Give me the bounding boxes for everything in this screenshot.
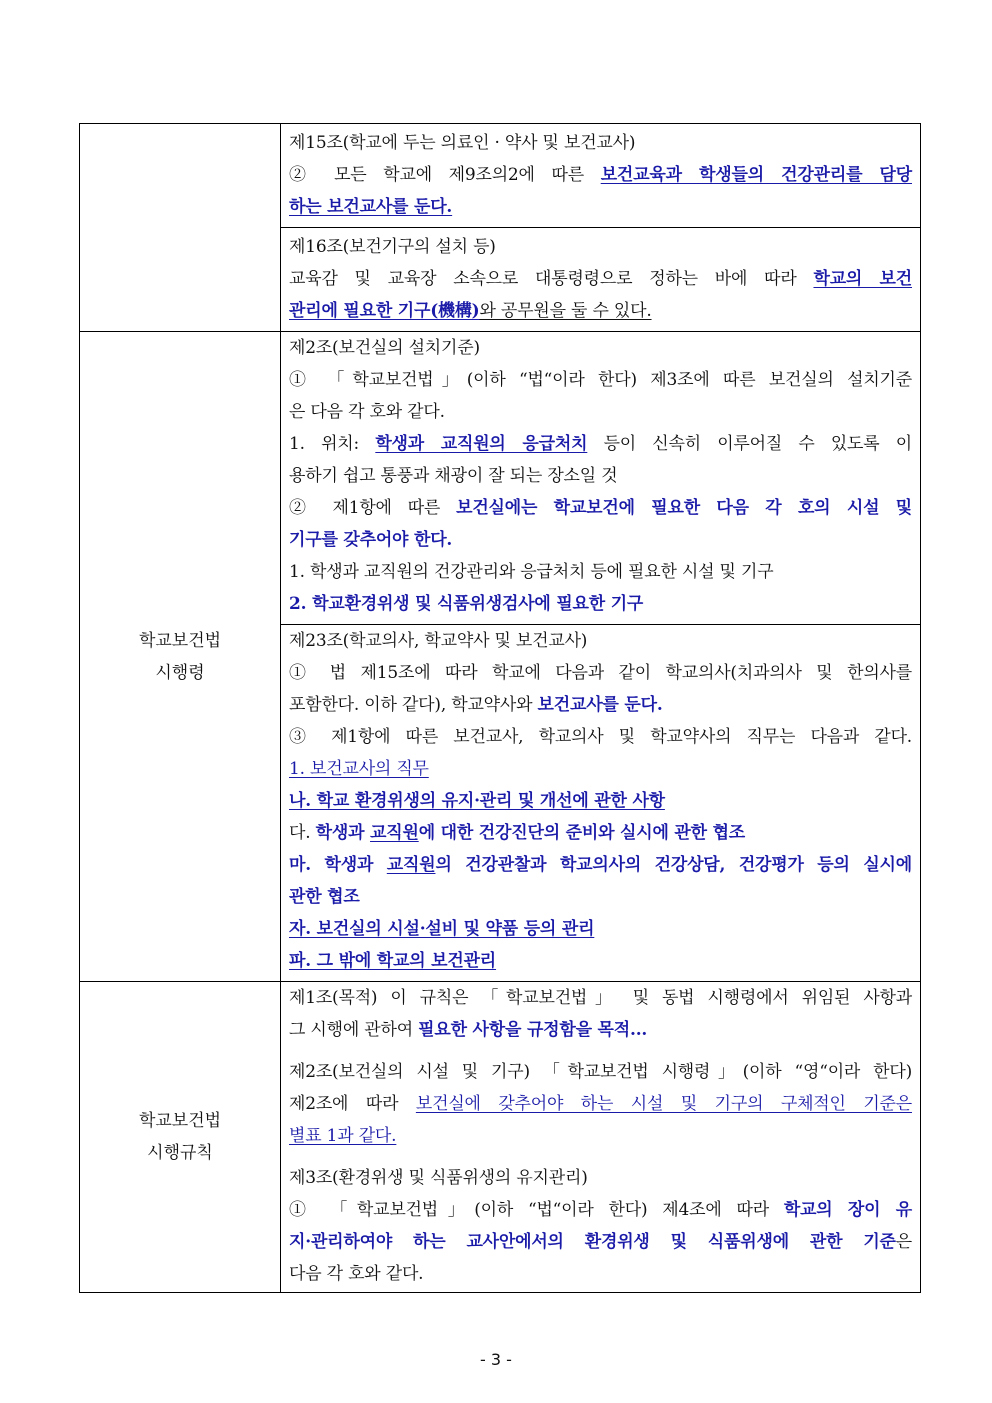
emphasis-text: 나. 학교 환경위생의 유지·관리 및 개선에 관한 사항 [289, 791, 665, 811]
text-span: 등이 신속히 이루어질 수 있도록 이 [587, 434, 912, 454]
emphasis-text: 하는 보건교사를 둔다. [289, 197, 453, 217]
text-span: 포함한다. 이하 같다), 학교약사와 [289, 695, 538, 715]
emphasis-text: 학생과 교직원의 응급처치 [375, 434, 588, 454]
decree-article-2 [281, 332, 920, 624]
emphasis-text: 파. 그 밖에 학교의 보건관리 [289, 951, 497, 971]
emphasis-text: 관리에 필요한 기구(機構) [289, 301, 480, 321]
emphasis-text: 교직원 [386, 855, 436, 875]
article-title: 제15조(학교에 두는 의료인 · 약사 및 보건교사) [289, 133, 636, 153]
text-span: 다. [289, 823, 316, 843]
emphasis-text: 보건교사를 둔다. [537, 695, 663, 715]
article-text [289, 1226, 912, 1258]
text-span: 교육감 및 교육장 소속으로 대통령령으로 정하는 바에 따라 [289, 269, 814, 289]
table-row-rules [80, 981, 920, 1292]
label-line: 시행규칙 [147, 1143, 213, 1163]
article-text: 은 다음 각 호와 같다. [289, 402, 445, 422]
label-line: 학교보건법 [138, 1111, 222, 1131]
article-text: ① 법 제15조에 따라 학교에 다음과 같이 학교의사(치과의사 및 한의사를 [289, 663, 912, 683]
emphasis-text: 교직원 [370, 823, 419, 843]
row-label-rules [80, 982, 281, 1292]
article-16 [281, 227, 920, 331]
underlined-text: 와 공무원을 둘 수 있다. [479, 301, 652, 321]
article-text: 제2조(보건실의 시설 및 기구) 「학교보건법 시행령」(이하 “영“이라 한다) [289, 1062, 912, 1082]
article-text: 2. 학교환경위생 및 식품위생검사에 필요한 기구 [289, 594, 644, 614]
label-line: 시행령 [155, 662, 205, 683]
article-text [289, 1194, 912, 1226]
article-text: 관한 협조 [289, 887, 360, 907]
article-text [289, 785, 912, 817]
row-content-act [281, 124, 920, 331]
underlined-text: 별표 1과 같다. [289, 1126, 397, 1146]
regulation-table [79, 123, 921, 1293]
emphasis-text: 의 건강관찰과 학교의사의 건강상담, 건강평가 등의 실시에 [435, 855, 913, 875]
text-span: ② 제1항에 따른 [289, 498, 457, 518]
text-span: 은 [895, 1232, 912, 1252]
page-number: - 3 - [480, 1350, 512, 1369]
article-text [289, 849, 912, 881]
emphasis-text: 1. 보건교사의 직무 [289, 759, 429, 779]
article-text: 1. 학생과 교직원의 건강관리와 응급처치 등에 필요한 시설 및 기구 [289, 562, 774, 582]
article-title: 제3조(환경위생 및 식품위생의 유지관리) [289, 1168, 588, 1188]
article-text [289, 689, 912, 721]
article-text [289, 191, 912, 223]
article-text [289, 492, 912, 524]
article-text: 용하기 쉽고 통풍과 채광이 잘 되는 장소일 것 [289, 466, 618, 486]
emphasis-text: 보건실에는 학교보건에 필요한 다음 각 호의 시설 및 [456, 498, 912, 518]
article-text: 기구를 갖추어야 한다. [289, 530, 453, 550]
underlined-text: 보건실에 갖추어야 하는 시설 및 기구의 구체적인 기준은 [415, 1094, 912, 1114]
article-text: ① 「학교보건법」(이하 “법“이라 한다) 제3조에 따른 보건실의 설치기준 [289, 370, 912, 390]
article-title: 제16조(보건기구의 설치 등) [289, 237, 496, 257]
article-text: 제1조(목적) 이 규칙은 「학교보건법」 및 동법 시행령에서 위임된 사항과 [289, 988, 912, 1008]
text-span: 그 시행에 관하여 [289, 1020, 419, 1040]
article-text: 다음 각 호와 같다. [289, 1264, 424, 1284]
article-text [289, 913, 912, 945]
row-content-rules [281, 982, 920, 1292]
row-label-act [80, 124, 281, 331]
label-line: 학교보건법 [138, 630, 222, 651]
article-text [289, 1120, 912, 1152]
article-text [289, 817, 912, 849]
decree-article-23 [281, 624, 920, 981]
article-text [289, 1088, 912, 1120]
emphasis-text: 마. 학생과 [289, 855, 387, 875]
row-content-decree [281, 332, 920, 981]
emphasis-text: 에 대한 건강진단의 준비와 실시에 관한 협조 [418, 823, 746, 843]
article-text [289, 263, 912, 295]
row-label-decree [80, 332, 281, 981]
emphasis-text: 지·관리하여야 하는 교사안에서의 환경위생 및 식품위생에 관한 기준 [289, 1232, 896, 1252]
table-row-decree [80, 331, 920, 981]
emphasis-text: 학생과 [315, 823, 371, 843]
emphasis-text: 필요한 사항을 규정함을 목적... [418, 1020, 648, 1040]
table-row-act [80, 124, 920, 331]
rules-article-2 [281, 1050, 920, 1156]
article-text [289, 945, 912, 977]
rules-article-3 [281, 1156, 920, 1292]
article-15 [281, 124, 920, 227]
article-text [289, 295, 912, 327]
emphasis-text: 자. 보건실의 시설·설비 및 약품 등의 관리 [289, 919, 595, 939]
emphasis-text: 보건교육과 학생들의 건강관리를 담당 [600, 165, 912, 185]
emphasis-text: 학교의 장이 유 [783, 1200, 912, 1220]
article-text [289, 428, 912, 460]
article-title: 제2조(보건실의 설치기준) [289, 338, 480, 358]
article-text [289, 753, 912, 785]
text-span: ② 모든 학교에 제9조의2에 따른 [289, 165, 601, 185]
rules-article-1 [281, 982, 920, 1050]
article-text [289, 159, 912, 191]
text-span: 제2조에 따라 [289, 1094, 416, 1114]
text-span: ① 「학교보건법」(이하 “법“이라 한다) 제4조에 따라 [289, 1200, 784, 1220]
article-text [289, 1014, 912, 1046]
emphasis-text: 학교의 보건 [813, 269, 912, 289]
article-title: 제23조(학교의사, 학교약사 및 보건교사) [289, 631, 588, 651]
article-text: ③ 제1항에 따른 보건교사, 학교의사 및 학교약사의 직무는 다음과 같다. [289, 727, 912, 747]
text-span: 1. 위치: [289, 434, 376, 454]
